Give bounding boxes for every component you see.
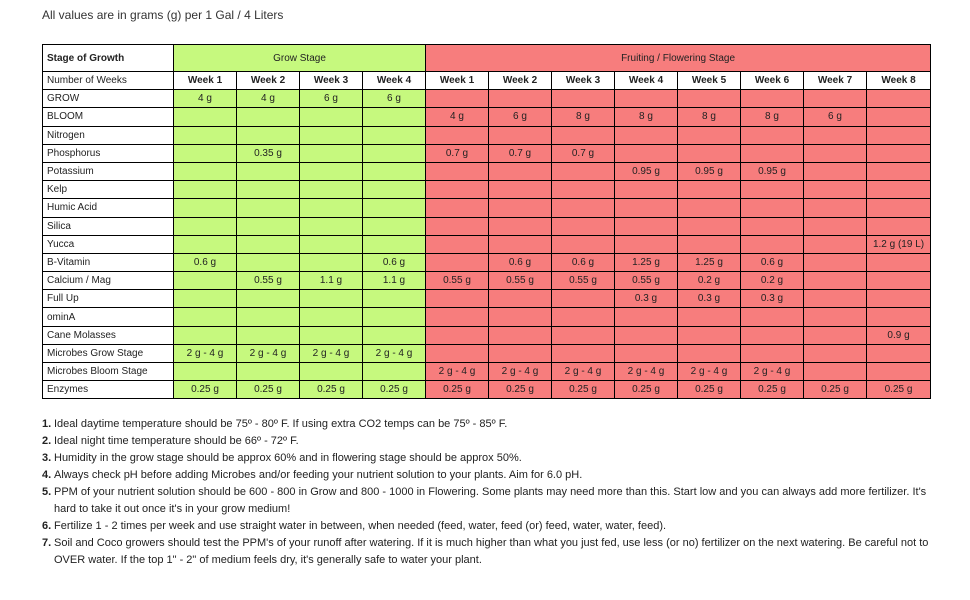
- grow-dose-cell: [174, 162, 237, 180]
- grow-dose-cell: [174, 290, 237, 308]
- fruit-dose-cell: [489, 290, 552, 308]
- grow-dose-cell: 0.25 g: [363, 381, 426, 399]
- fruit-dose-cell: 4 g: [426, 108, 489, 126]
- fruit-dose-cell: [615, 217, 678, 235]
- fruit-dose-cell: [804, 326, 867, 344]
- nutrient-name: Kelp: [43, 181, 174, 199]
- note-item: [42, 433, 942, 450]
- fruit-dose-cell: 1.25 g: [615, 253, 678, 271]
- fruit-dose-cell: 0.7 g: [489, 144, 552, 162]
- fruit-dose-cell: [552, 235, 615, 253]
- fruit-dose-cell: [426, 199, 489, 217]
- fruit-dose-cell: 0.95 g: [741, 162, 804, 180]
- grow-dose-cell: [237, 108, 300, 126]
- fruit-dose-cell: [552, 344, 615, 362]
- fruit-week-header: Week 8: [867, 72, 931, 90]
- fruit-dose-cell: [741, 144, 804, 162]
- note-text: Humidity in the grow stage should be approx 60% and in flowering stage should be approx 50%.: [54, 452, 522, 464]
- nutrient-name: Yucca: [43, 235, 174, 253]
- fruit-dose-cell: [552, 126, 615, 144]
- fruit-dose-cell: [678, 344, 741, 362]
- grow-dose-cell: [300, 126, 363, 144]
- note-number: 7.: [42, 537, 52, 549]
- fruit-dose-cell: [867, 253, 931, 271]
- nutrient-name: Full Up: [43, 290, 174, 308]
- fruit-dose-cell: 6 g: [489, 108, 552, 126]
- table-row: [43, 162, 931, 180]
- fruit-dose-cell: 0.25 g: [741, 381, 804, 399]
- note-item: [42, 450, 942, 467]
- fruit-dose-cell: [615, 126, 678, 144]
- grow-dose-cell: [363, 126, 426, 144]
- note-item: [42, 416, 942, 433]
- table-row: [43, 181, 931, 199]
- fruit-dose-cell: 8 g: [678, 108, 741, 126]
- grow-dose-cell: [174, 199, 237, 217]
- table-row: [43, 381, 931, 399]
- fruit-dose-cell: [426, 235, 489, 253]
- fruit-dose-cell: [867, 199, 931, 217]
- nutrient-name: Silica: [43, 217, 174, 235]
- fruit-dose-cell: [867, 308, 931, 326]
- table-row: [43, 108, 931, 126]
- grow-dose-cell: [174, 217, 237, 235]
- note-item: [42, 484, 942, 518]
- grow-dose-cell: 2 g - 4 g: [237, 344, 300, 362]
- grow-dose-cell: [174, 272, 237, 290]
- fruit-dose-cell: [741, 235, 804, 253]
- fruit-dose-cell: 0.3 g: [678, 290, 741, 308]
- fruit-dose-cell: [552, 308, 615, 326]
- fruit-dose-cell: [678, 326, 741, 344]
- grow-dose-cell: [174, 181, 237, 199]
- fruit-dose-cell: 2 g - 4 g: [552, 363, 615, 381]
- table-row: [43, 144, 931, 162]
- note-text: Soil and Coco growers should test the PPM's of your runoff after watering. If it is much higher than what you just fed, use less (or no) fertilizer on the next watering. Be careful not to OVER water. If the top 1" - 2" of medium feels dry, it's generally safe to water your plant.: [54, 537, 929, 566]
- fruit-dose-cell: 0.3 g: [615, 290, 678, 308]
- grow-dose-cell: 6 g: [363, 90, 426, 108]
- grow-dose-cell: [300, 326, 363, 344]
- fruit-dose-cell: 0.95 g: [615, 162, 678, 180]
- fruit-dose-cell: [741, 199, 804, 217]
- grow-dose-cell: [300, 144, 363, 162]
- nutrient-name: Phosphorus: [43, 144, 174, 162]
- nutrient-name: GROW: [43, 90, 174, 108]
- note-item: [42, 518, 942, 535]
- grow-dose-cell: [363, 308, 426, 326]
- note-text: Ideal night time temperature should be 66º - 72º F.: [54, 435, 299, 447]
- note-number: 4.: [42, 469, 52, 481]
- grow-dose-cell: [363, 326, 426, 344]
- fruit-dose-cell: [741, 326, 804, 344]
- fruit-dose-cell: [867, 217, 931, 235]
- grow-dose-cell: 0.6 g: [363, 253, 426, 271]
- fruit-dose-cell: [741, 126, 804, 144]
- grow-dose-cell: [363, 144, 426, 162]
- grow-dose-cell: [300, 253, 363, 271]
- note-number: 5.: [42, 486, 52, 498]
- fruit-dose-cell: 0.55 g: [552, 272, 615, 290]
- fruit-dose-cell: [678, 126, 741, 144]
- fruit-dose-cell: [615, 344, 678, 362]
- fruit-dose-cell: [426, 181, 489, 199]
- fruit-dose-cell: 2 g - 4 g: [426, 363, 489, 381]
- grow-dose-cell: 1.1 g: [363, 272, 426, 290]
- fruit-dose-cell: [426, 253, 489, 271]
- fruit-dose-cell: [804, 162, 867, 180]
- grow-dose-cell: [237, 308, 300, 326]
- grow-dose-cell: [237, 162, 300, 180]
- fruit-dose-cell: [678, 199, 741, 217]
- table-row: [43, 308, 931, 326]
- fruit-dose-cell: [426, 344, 489, 362]
- fruit-dose-cell: [867, 290, 931, 308]
- fruit-dose-cell: [867, 181, 931, 199]
- fruit-week-header: Week 5: [678, 72, 741, 90]
- note-number: 3.: [42, 452, 52, 464]
- grow-dose-cell: [174, 126, 237, 144]
- grow-stage-title: Grow Stage: [174, 45, 426, 72]
- fruit-dose-cell: 0.25 g: [678, 381, 741, 399]
- table-row: [43, 344, 931, 362]
- fruit-dose-cell: [615, 181, 678, 199]
- fruit-dose-cell: [615, 235, 678, 253]
- fruit-dose-cell: [552, 217, 615, 235]
- grow-dose-cell: 2 g - 4 g: [300, 344, 363, 362]
- fruit-dose-cell: [678, 217, 741, 235]
- grow-dose-cell: [237, 326, 300, 344]
- fruit-stage-title: Fruiting / Flowering Stage: [426, 45, 931, 72]
- grow-dose-cell: [174, 235, 237, 253]
- fruit-dose-cell: [804, 217, 867, 235]
- fruit-dose-cell: [615, 144, 678, 162]
- fruit-dose-cell: [741, 308, 804, 326]
- nutrient-name: B-Vitamin: [43, 253, 174, 271]
- grow-dose-cell: [300, 217, 363, 235]
- nutrient-name: Potassium: [43, 162, 174, 180]
- fruit-dose-cell: [489, 326, 552, 344]
- fruit-dose-cell: [552, 162, 615, 180]
- fruit-dose-cell: 0.25 g: [867, 381, 931, 399]
- grow-dose-cell: 6 g: [300, 90, 363, 108]
- fruit-dose-cell: [804, 181, 867, 199]
- table-row: [43, 290, 931, 308]
- grow-dose-cell: [363, 363, 426, 381]
- grow-dose-cell: 0.25 g: [174, 381, 237, 399]
- fruit-dose-cell: [867, 108, 931, 126]
- fruit-dose-cell: [804, 272, 867, 290]
- table-row: [43, 199, 931, 217]
- fruit-dose-cell: 0.55 g: [426, 272, 489, 290]
- fruit-dose-cell: [678, 144, 741, 162]
- fruit-week-header: Week 4: [615, 72, 678, 90]
- grow-dose-cell: 4 g: [237, 90, 300, 108]
- stage-header-row: [43, 45, 931, 72]
- fruit-week-header: Week 7: [804, 72, 867, 90]
- fruit-dose-cell: 0.9 g: [867, 326, 931, 344]
- fruit-dose-cell: [867, 344, 931, 362]
- fruit-dose-cell: [804, 199, 867, 217]
- grow-dose-cell: [363, 108, 426, 126]
- fruit-dose-cell: [489, 308, 552, 326]
- fruit-dose-cell: [804, 126, 867, 144]
- grow-dose-cell: [174, 144, 237, 162]
- fruit-dose-cell: [678, 90, 741, 108]
- fruit-dose-cell: 0.25 g: [489, 381, 552, 399]
- fruit-dose-cell: [804, 344, 867, 362]
- note-item: [42, 535, 942, 569]
- fruit-dose-cell: 0.25 g: [426, 381, 489, 399]
- grow-dose-cell: [300, 162, 363, 180]
- note-text: Ideal daytime temperature should be 75º - 80º F. If using extra CO2 temps can be 75º - 85º F.: [54, 418, 508, 430]
- nutrient-name: BLOOM: [43, 108, 174, 126]
- fruit-dose-cell: [741, 217, 804, 235]
- fruit-dose-cell: [615, 199, 678, 217]
- grow-dose-cell: [300, 108, 363, 126]
- nutrient-name: Microbes Bloom Stage: [43, 363, 174, 381]
- fruit-dose-cell: [552, 90, 615, 108]
- grow-dose-cell: 1.1 g: [300, 272, 363, 290]
- note-text: PPM of your nutrient solution should be 600 - 800 in Grow and 800 - 1000 in Flowering. Some plants may need more than this. Start low and you can always add more fertilizer. It's hard to take it out once it's in your grow medium!: [54, 486, 927, 515]
- grow-dose-cell: 2 g - 4 g: [363, 344, 426, 362]
- fruit-week-header: Week 3: [552, 72, 615, 90]
- fruit-dose-cell: 2 g - 4 g: [489, 363, 552, 381]
- fruit-dose-cell: 0.3 g: [741, 290, 804, 308]
- nutrient-name: Cane Molasses: [43, 326, 174, 344]
- fruit-dose-cell: 1.2 g (19 L): [867, 235, 931, 253]
- fruit-dose-cell: [426, 126, 489, 144]
- grow-dose-cell: [237, 181, 300, 199]
- stage-of-growth-label: Stage of Growth: [43, 45, 174, 72]
- table-row: [43, 235, 931, 253]
- grow-dose-cell: [237, 126, 300, 144]
- weeks-header-row: [43, 72, 931, 90]
- fruit-dose-cell: [426, 217, 489, 235]
- fruit-dose-cell: 0.6 g: [741, 253, 804, 271]
- notes-list: [42, 416, 942, 569]
- grow-week-header: Week 4: [363, 72, 426, 90]
- fruit-dose-cell: [615, 90, 678, 108]
- table-row: [43, 253, 931, 271]
- fruit-dose-cell: 6 g: [804, 108, 867, 126]
- fruit-dose-cell: [426, 290, 489, 308]
- table-row: [43, 272, 931, 290]
- fruit-dose-cell: 8 g: [615, 108, 678, 126]
- fruit-week-header: Week 6: [741, 72, 804, 90]
- grow-dose-cell: [363, 199, 426, 217]
- grow-dose-cell: [237, 199, 300, 217]
- fruit-dose-cell: [804, 90, 867, 108]
- grow-dose-cell: [300, 199, 363, 217]
- fruit-dose-cell: [804, 308, 867, 326]
- grow-dose-cell: [363, 235, 426, 253]
- grow-dose-cell: 0.25 g: [237, 381, 300, 399]
- fruit-dose-cell: [489, 199, 552, 217]
- grow-dose-cell: [300, 235, 363, 253]
- fruit-dose-cell: [552, 181, 615, 199]
- grow-dose-cell: [300, 290, 363, 308]
- fruit-dose-cell: 0.6 g: [489, 253, 552, 271]
- fruit-dose-cell: [615, 308, 678, 326]
- grow-week-header: Week 1: [174, 72, 237, 90]
- fruit-dose-cell: [867, 90, 931, 108]
- nutrient-name: Humic Acid: [43, 199, 174, 217]
- grow-dose-cell: [237, 363, 300, 381]
- fruit-dose-cell: 0.55 g: [615, 272, 678, 290]
- fruit-dose-cell: 8 g: [741, 108, 804, 126]
- grow-dose-cell: [237, 217, 300, 235]
- nutrient-name: ominA: [43, 308, 174, 326]
- grow-dose-cell: [363, 290, 426, 308]
- fruit-dose-cell: 8 g: [552, 108, 615, 126]
- fruit-dose-cell: 0.25 g: [552, 381, 615, 399]
- fruit-dose-cell: [867, 144, 931, 162]
- grow-dose-cell: [363, 162, 426, 180]
- fruit-dose-cell: 0.55 g: [489, 272, 552, 290]
- units-note: All values are in grams (g) per 1 Gal / 4 Liters: [42, 8, 284, 22]
- fruit-dose-cell: [804, 144, 867, 162]
- grow-dose-cell: [174, 108, 237, 126]
- nutrient-name: Microbes Grow Stage: [43, 344, 174, 362]
- fruit-dose-cell: [678, 235, 741, 253]
- nutrient-name: Nitrogen: [43, 126, 174, 144]
- grow-dose-cell: 0.6 g: [174, 253, 237, 271]
- grow-dose-cell: [237, 235, 300, 253]
- fruit-dose-cell: 0.25 g: [804, 381, 867, 399]
- grow-dose-cell: 0.25 g: [300, 381, 363, 399]
- fruit-dose-cell: [489, 162, 552, 180]
- fruit-dose-cell: [552, 326, 615, 344]
- fruit-dose-cell: [804, 363, 867, 381]
- grow-dose-cell: [237, 290, 300, 308]
- fruit-dose-cell: 0.6 g: [552, 253, 615, 271]
- table-row: [43, 217, 931, 235]
- fruit-dose-cell: 0.2 g: [678, 272, 741, 290]
- fruit-dose-cell: [867, 126, 931, 144]
- feeding-schedule-table: [42, 44, 931, 399]
- grow-dose-cell: [174, 308, 237, 326]
- fruit-dose-cell: [426, 308, 489, 326]
- fruit-dose-cell: [804, 290, 867, 308]
- fruit-dose-cell: 1.25 g: [678, 253, 741, 271]
- table-row: [43, 90, 931, 108]
- fruit-dose-cell: [615, 326, 678, 344]
- grow-dose-cell: [174, 326, 237, 344]
- fruit-dose-cell: [426, 162, 489, 180]
- fruit-dose-cell: [489, 181, 552, 199]
- grow-dose-cell: [300, 363, 363, 381]
- fruit-dose-cell: 2 g - 4 g: [678, 363, 741, 381]
- grow-dose-cell: [300, 181, 363, 199]
- fruit-dose-cell: 2 g - 4 g: [615, 363, 678, 381]
- number-of-weeks-label: Number of Weeks: [43, 72, 174, 90]
- fruit-dose-cell: 0.25 g: [615, 381, 678, 399]
- grow-week-header: Week 2: [237, 72, 300, 90]
- table-body: [43, 45, 931, 399]
- grow-dose-cell: 2 g - 4 g: [174, 344, 237, 362]
- table-row: [43, 363, 931, 381]
- fruit-dose-cell: [867, 363, 931, 381]
- nutrient-name: Calcium / Mag: [43, 272, 174, 290]
- grow-dose-cell: [300, 308, 363, 326]
- fruit-dose-cell: [426, 90, 489, 108]
- fruit-dose-cell: [678, 308, 741, 326]
- nutrient-name: Enzymes: [43, 381, 174, 399]
- fruit-week-header: Week 1: [426, 72, 489, 90]
- fruit-dose-cell: 0.7 g: [426, 144, 489, 162]
- fruit-dose-cell: [741, 344, 804, 362]
- fruit-dose-cell: 0.7 g: [552, 144, 615, 162]
- fruit-dose-cell: 0.2 g: [741, 272, 804, 290]
- fruit-dose-cell: [489, 235, 552, 253]
- fruit-dose-cell: 2 g - 4 g: [741, 363, 804, 381]
- fruit-dose-cell: [489, 90, 552, 108]
- grow-dose-cell: 4 g: [174, 90, 237, 108]
- note-item: [42, 467, 942, 484]
- note-number: 6.: [42, 520, 52, 532]
- note-text: Fertilize 1 - 2 times per week and use straight water in between, when needed (feed, water, feed (or) feed, water, water, feed).: [54, 520, 667, 532]
- grow-dose-cell: [363, 217, 426, 235]
- grow-week-header: Week 3: [300, 72, 363, 90]
- fruit-dose-cell: [804, 235, 867, 253]
- note-number: 1.: [42, 418, 52, 430]
- fruit-dose-cell: [867, 272, 931, 290]
- grow-dose-cell: [237, 253, 300, 271]
- fruit-dose-cell: [678, 181, 741, 199]
- fruit-dose-cell: [804, 253, 867, 271]
- grow-dose-cell: [174, 363, 237, 381]
- fruit-dose-cell: [741, 181, 804, 199]
- fruit-dose-cell: [741, 90, 804, 108]
- fruit-dose-cell: [489, 126, 552, 144]
- fruit-dose-cell: 0.95 g: [678, 162, 741, 180]
- fruit-week-header: Week 2: [489, 72, 552, 90]
- fruit-dose-cell: [867, 162, 931, 180]
- grow-dose-cell: [363, 181, 426, 199]
- fruit-dose-cell: [489, 344, 552, 362]
- fruit-dose-cell: [489, 217, 552, 235]
- grow-dose-cell: 0.55 g: [237, 272, 300, 290]
- fruit-dose-cell: [552, 199, 615, 217]
- table-row: [43, 326, 931, 344]
- fruit-dose-cell: [426, 326, 489, 344]
- table-row: [43, 126, 931, 144]
- grow-dose-cell: 0.35 g: [237, 144, 300, 162]
- fruit-dose-cell: [552, 290, 615, 308]
- note-text: Always check pH before adding Microbes and/or feeding your nutrient solution to your plants. Aim for 6.0 pH.: [54, 469, 583, 481]
- note-number: 2.: [42, 435, 52, 447]
